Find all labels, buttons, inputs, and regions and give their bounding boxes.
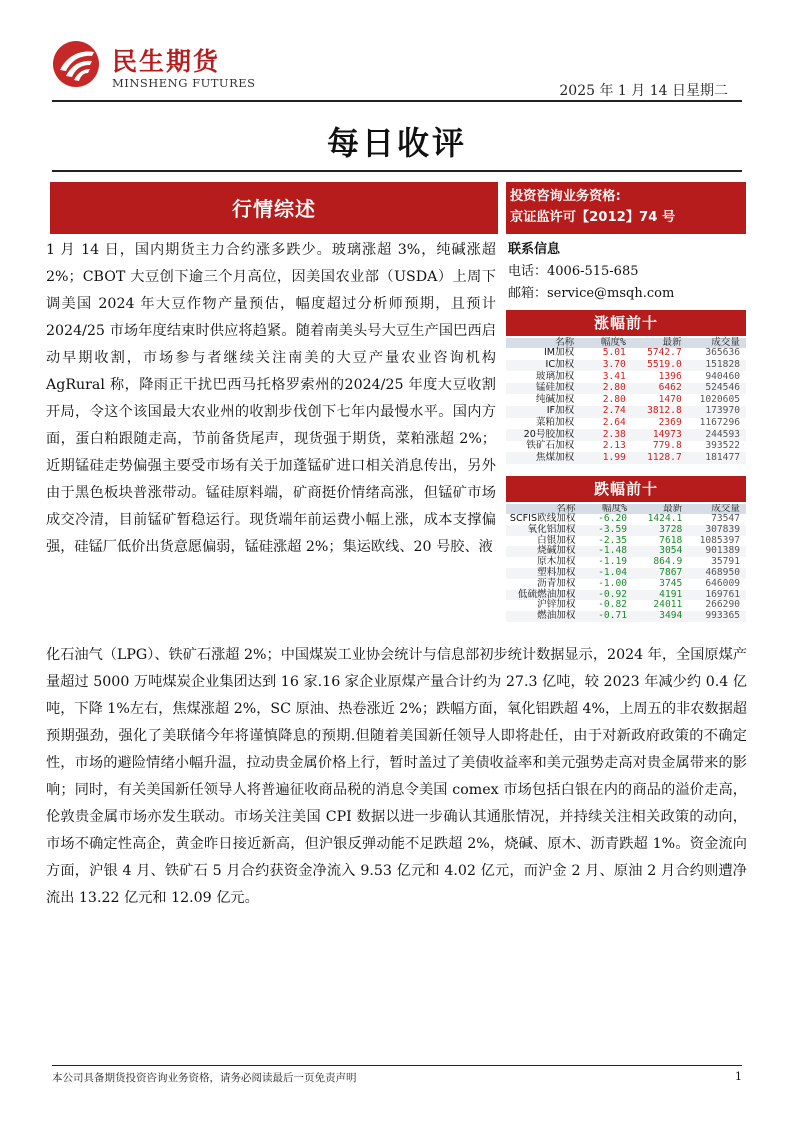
header-volume: 成交量 bbox=[682, 504, 746, 514]
last-price: 1128.7 bbox=[626, 452, 682, 464]
contract-name: 白银加权 bbox=[537, 534, 576, 546]
brand-name-en: MINSHENG FUTURES bbox=[112, 76, 256, 90]
change-pct: 2.38 bbox=[578, 429, 626, 441]
brand-name-cn: 民生期货 bbox=[112, 47, 221, 76]
section-banner-market-summary: 行情综述 bbox=[50, 182, 498, 234]
last-price: 2369 bbox=[658, 416, 682, 428]
change-pct: -2.35 bbox=[598, 534, 628, 546]
volume: 524546 bbox=[682, 383, 746, 395]
volume: 307839 bbox=[682, 525, 746, 536]
volume: 901389 bbox=[682, 546, 746, 557]
last-price: 3494 bbox=[627, 611, 682, 622]
last-price: 864.9 bbox=[653, 556, 683, 568]
last-price: 3054 bbox=[627, 546, 682, 557]
table-row bbox=[506, 418, 746, 430]
last-price: 4191 bbox=[627, 590, 682, 601]
last-price: 24011 bbox=[653, 599, 683, 611]
table-row bbox=[506, 452, 746, 464]
losers-title: 跌幅前十 bbox=[506, 476, 746, 502]
volume: 73547 bbox=[711, 513, 740, 524]
contract-name: IF加权 bbox=[506, 406, 578, 418]
volume: 169761 bbox=[682, 590, 746, 601]
table-row bbox=[506, 429, 746, 441]
change-pct: 5.01 bbox=[602, 347, 626, 359]
last-price: 6462 bbox=[626, 383, 682, 395]
last-price: 3812.8 bbox=[626, 406, 682, 418]
page-number: 1 bbox=[735, 1070, 742, 1083]
footer-divider bbox=[52, 1065, 742, 1066]
change-pct: -0.71 bbox=[579, 611, 627, 622]
last-price: 7618 bbox=[659, 534, 683, 546]
volume: 1020605 bbox=[699, 393, 740, 405]
last-price: 14973 bbox=[626, 429, 682, 441]
contact-phone: 电话：4006-515-685 bbox=[508, 264, 639, 279]
header-divider bbox=[52, 100, 742, 102]
table-row bbox=[506, 525, 746, 536]
volume: 646009 bbox=[705, 577, 740, 589]
last-price: 7867 bbox=[627, 568, 682, 579]
change-pct: -1.48 bbox=[579, 546, 627, 557]
last-price: 5519.0 bbox=[626, 360, 682, 372]
change-pct: -0.92 bbox=[579, 590, 627, 601]
last-price: 3745 bbox=[659, 577, 683, 589]
table-row bbox=[506, 394, 746, 406]
change-pct: 3.70 bbox=[578, 360, 626, 372]
footer-disclaimer: 本公司具备期货投资咨询业务资格，请务必阅读最后一页免责声明 bbox=[52, 1072, 357, 1084]
market-summary-text-left: 1 月 14 日，国内期货主力合约涨多跌少。玻璃涨超 3%，纯碱涨超 2%；CBOT 大豆创下逾三个月高位，因美国农业部（USDA）上周下调美国 2024 年大豆作物产量预估，幅度超过分析师预期，且预计 2024/25 市场年度结束时供应将趋紧。随着南美头号大豆生产国巴西启动早期收割，市场参与者继续关注南美的大豆产量农业咨询机构 AgRural 称，降雨正干扰巴西马托格罗索州的2024/25 年度大豆收割开局，令这个该国最大农业州的收割步伐创下七年内最慢水平。国内方面，蛋白粕跟随走高，节前备货尾声，现货强于期货，菜粕涨超 2%；近期锰硅走势偏强主要受市场有关于加蓬锰矿进口相关消息传出，另外由于黑色板块普涨带动。锰硅原料端，矿商挺价情绪高涨，但锰矿市场成交冷清，目前锰矿暂稳运行。现货端年前运费小幅上涨，成本支撑偏强，硅锰厂低价出货意愿偏弱，锰硅涨超 2%；集运欧线、20 号胶、液 bbox=[46, 242, 496, 555]
header-last: 最新 bbox=[626, 338, 682, 348]
last-price: 1470 bbox=[658, 393, 682, 405]
header-name: 名称 bbox=[506, 504, 579, 514]
contract-name: 菜粕加权 bbox=[535, 416, 575, 428]
last-price: 1424.1 bbox=[647, 513, 683, 524]
volume: 468950 bbox=[682, 568, 746, 579]
table-row bbox=[506, 579, 746, 590]
table-row bbox=[506, 441, 746, 453]
volume: 1167296 bbox=[699, 416, 740, 428]
change-pct: -6.20 bbox=[598, 513, 628, 524]
title-divider bbox=[52, 170, 742, 172]
table-row bbox=[506, 348, 746, 360]
header-name: 名称 bbox=[506, 338, 578, 348]
volume: 1085397 bbox=[699, 534, 740, 546]
contract-name: 20号胶加权 bbox=[506, 429, 578, 441]
change-pct: 2.64 bbox=[602, 416, 626, 428]
header-last: 最新 bbox=[627, 504, 682, 514]
volume: 151828 bbox=[682, 360, 746, 372]
page-title: 每日收评 bbox=[326, 124, 467, 162]
qualification-line-2: 京证监许可【2012】74 号 bbox=[510, 210, 676, 225]
volume: 365636 bbox=[705, 347, 740, 359]
table-row bbox=[506, 383, 746, 395]
losers-table bbox=[506, 504, 746, 622]
report-date: 2025 年 1 月 14 日星期二 bbox=[559, 83, 728, 99]
change-pct: -0.82 bbox=[598, 599, 628, 611]
losers-table-clip bbox=[506, 504, 746, 626]
contract-name: 原木加权 bbox=[537, 556, 576, 568]
volume: 393522 bbox=[705, 440, 740, 452]
contract-name: 沪锌加权 bbox=[537, 599, 576, 611]
last-price: 5742.7 bbox=[647, 347, 682, 359]
contract-name: IM加权 bbox=[543, 347, 575, 359]
contract-name: 烧碱加权 bbox=[506, 546, 579, 557]
change-pct: 1.99 bbox=[578, 452, 626, 464]
change-pct: -1.19 bbox=[598, 556, 628, 568]
contract-name: 玻璃加权 bbox=[535, 370, 575, 382]
contact-email: 邮箱：service@msqh.com bbox=[508, 286, 675, 301]
contract-name: 沥青加权 bbox=[537, 577, 576, 589]
gainers-title: 涨幅前十 bbox=[506, 310, 746, 336]
qualification-line-1: 投资咨询业务资格: bbox=[510, 189, 621, 204]
change-pct: 3.41 bbox=[602, 370, 626, 382]
change-pct: 2.74 bbox=[578, 406, 626, 418]
volume: 35791 bbox=[711, 556, 740, 568]
contract-name: 锰硅加权 bbox=[506, 383, 578, 395]
company-logo bbox=[52, 40, 256, 92]
contract-name: IC加权 bbox=[506, 360, 578, 372]
market-summary-text-full: 化石油气（LPG）、铁矿石涨超 2%；中国煤炭工业协会统计与信息部初步统计数据显示，2024 年，全国原煤产量超过 5000 万吨煤炭企业集团达到 16 家.16 家企业原煤产量合计约为 27.3 亿吨，较 2023 年减少约 0.4 亿吨，下降 1%左右，焦煤涨超 2%，SC 原油、热卷涨近 2%；跌幅方面，氧化铝跌超 4%，上周五的非农数据超预期强劲，强化了美联储今年将谨慎降息的预期.但随着美国新任领导人即将赴任，由于对新政府政策的不确定性，市场的避险情绪小幅升温，拉动贵金属价格上行，暂时盖过了美债收益率和美元强势走高对贵金属带来的影响；同时，有关美国新任领导人将普遍征收商品税的消息令美国 comex 市场包括白银在内的商品的溢价走高，伦敦贵金属市场亦发生联动。市场关注美国 CPI 数据以进一步确认其通胀情况，并持续关注相关政策的动向，市场不确定性高企，黄金昨日接近新高，但沪银反弹动能不足跌超 2%，烧碱、原木、沥青跌超 1%。资金流向方面，沪银 4 月、铁矿石 5 月合约获资金净流入 9.53 亿元和 4.02 亿元，而沪金 2 月、原油 2 月合约则遭净流出 13.22 亿元和 12.09 亿元。 bbox=[46, 647, 747, 906]
header-volume: 成交量 bbox=[682, 338, 746, 348]
header-pct: 幅度% bbox=[579, 504, 627, 514]
change-pct: 2.13 bbox=[602, 440, 626, 452]
qualification-box bbox=[506, 182, 746, 234]
volume: 266290 bbox=[705, 599, 740, 611]
contract-name: 氧化铝加权 bbox=[506, 525, 579, 536]
header-pct: 幅度% bbox=[578, 338, 626, 348]
change-pct: 2.80 bbox=[578, 383, 626, 395]
table-row bbox=[506, 406, 746, 418]
contract-name: 铁矿石加权 bbox=[526, 440, 575, 452]
contract-name: 焦煤加权 bbox=[506, 452, 578, 464]
change-pct: -3.59 bbox=[579, 525, 627, 536]
gainers-table bbox=[506, 338, 746, 464]
volume: 173970 bbox=[682, 406, 746, 418]
volume: 244593 bbox=[682, 429, 746, 441]
contract-name: 低硫燃油加权 bbox=[506, 590, 579, 601]
last-price: 779.8 bbox=[652, 440, 682, 452]
table-row bbox=[506, 611, 746, 622]
contract-name: SCFIS欧线加权 bbox=[509, 513, 576, 524]
volume: 993365 bbox=[682, 611, 746, 622]
last-price: 1396 bbox=[658, 370, 682, 382]
change-pct: -1.04 bbox=[579, 568, 627, 579]
contract-name: 燃油加权 bbox=[506, 611, 579, 622]
change-pct: 2.80 bbox=[602, 393, 626, 405]
contact-title: 联系信息 bbox=[508, 242, 561, 257]
volume: 181477 bbox=[682, 452, 746, 464]
last-price: 3728 bbox=[627, 525, 682, 536]
contract-name: 纯碱加权 bbox=[535, 393, 575, 405]
table-row bbox=[506, 360, 746, 372]
minsheng-logo-icon bbox=[52, 40, 100, 88]
contract-name: 塑料加权 bbox=[506, 568, 579, 579]
change-pct: -1.00 bbox=[598, 577, 628, 589]
volume: 940460 bbox=[705, 370, 740, 382]
